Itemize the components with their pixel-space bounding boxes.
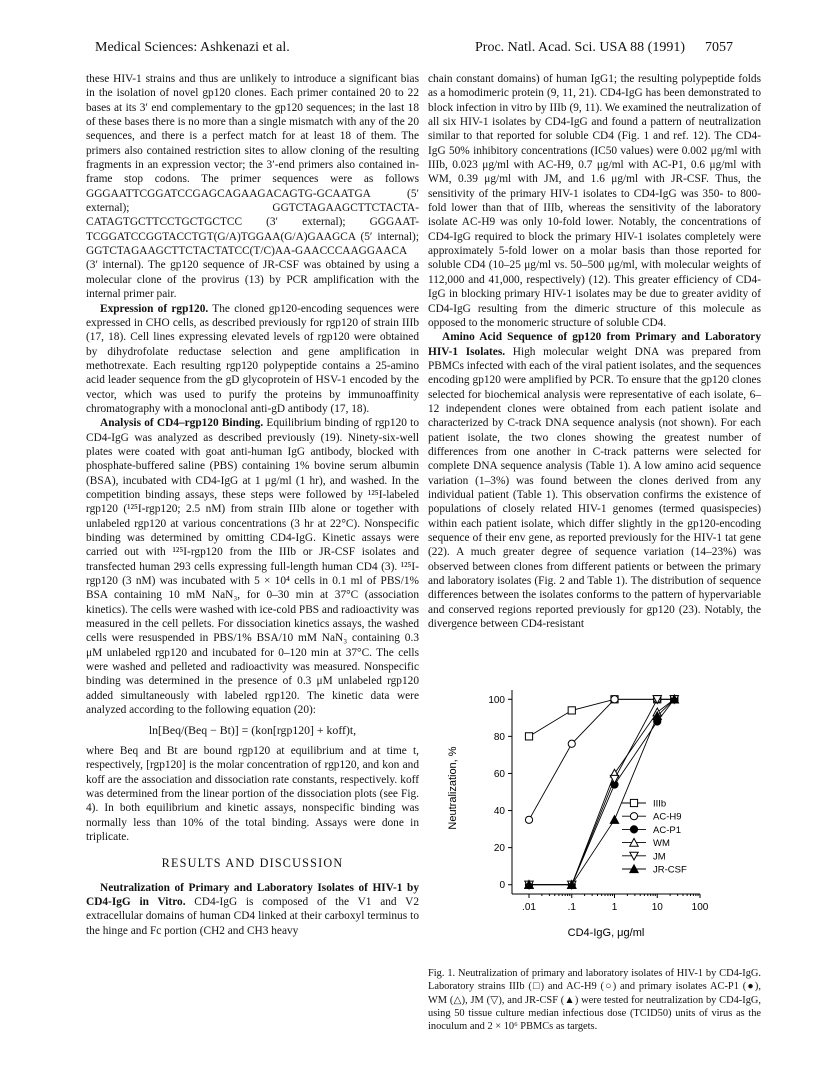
left-column	[86, 72, 419, 938]
paragraph-neutralization	[86, 881, 419, 938]
section-title-expression: Expression of rgp120.	[100, 302, 209, 315]
section-title-neutralization: Neutralization of Primary and Laboratory Isolates of HIV-1 by CD4-IgG in Vitro.	[86, 881, 419, 908]
x-tick-label: .1	[567, 902, 576, 913]
figure-1-chart	[440, 676, 740, 946]
data-point-iiib	[568, 707, 575, 714]
paragraph-sequence-text: High molecular weight DNA was prepared from PBMCs infected with each of the viral patient isolates, and the sequences encoding gp120 were amplified by PCR. To ensure that the gp120 clones selected for biochemical analysis were representative of each isolate, 6–12 independent clones were obtained from each patient isolate and characterized by C-track DNA sequence analysis (not shown). For each patient isolate, the two clones showing the greatest number of differences from one another in C-track patterns were selected for complete DNA sequence analysis (Table 1). A low amino acid sequence variation (1–3%) was found between the clones derived from any individual patient (Table 1). This observation confirms the existence of populations of closely related HIV-1 genomes (termed quasispecies) within each patient isolate, which differ slightly in the gp120-encoding sequence of their env gene, as reported previously for the HIV-1 tat gene (22). A much greater degree of sequence variation (14–23%) was observed between clones from different patients or between the primary and laboratory isolates (Fig. 2 and Table 1). The distribution of sequence differences between the isolates conforms to the pattern of hypervariable and conserved regions reported previously for gp120 (23). Notably, the divergence between CD4-resistant	[428, 345, 761, 631]
x-axis-label: CD4-IgG, μg/ml	[567, 927, 645, 939]
paragraph-binding-text: Equilibrium binding of rgp120 to CD4-IgG was analyzed as described previously (19). Ninety-six-well plates were coated with goat anti-human IgG antibody, blocked with phosphate-buffered saline (PBS) containing 1% bovine serum albumin (BSA), incubated with CD4-IgG at 1 μg/ml (1 hr), and washed. In the competition binding assays, these steps were followed by ¹²⁵I-labeled rgp120 (¹²⁵I-rgp120; 2.5 nM) from strain IIIb alone or together with unlabeled rgp120 at various concentrations (3 hr at 22°C). Nonspecific binding was determined by omitting CD4-IgG. Kinetic assays were carried out with ¹²⁵I-rgp120 from the IIIb or JR-CSF isolates and transfected human 293 cells expressing full-length human CD4 (3). ¹²⁵I-rgp120 (3 nM) was incubated with 5 × 10⁴ cells in 0.1 ml of PBS/1% BSA containing 10 mM NaN₃, for 0–30 min at 37°C (association kinetics). The cells were washed with ice-cold PBS and radioactivity was measured in the cell pellets. For dissociation kinetics assays, the washed cells were resuspended in PBS/1% BSA/10 mM NaN₃ containing 0.3 μM unlabeled rgp120 and incubated for 0–120 min at 37°C. The cells were washed and pelleted and radioactivity was measured. Nonspecific binding was determined in the presence of 0.3 μM unlabeled rgp120 added simultaneously with labeled rgp120. The kinetic data were analyzed according to the following equation (20):	[86, 417, 419, 717]
y-axis-label: Neutralization, %	[447, 746, 459, 830]
results-heading: RESULTS AND DISCUSSION	[161, 856, 344, 871]
right-column	[428, 72, 761, 631]
legend-marker-ac-h9	[630, 813, 637, 820]
kinetic-equation: ln[Beq/(Beq − Bt)] = (kon[rgp120] + koff)t,	[148, 723, 357, 738]
x-tick-label: .01	[522, 902, 536, 913]
paragraph-expression-text: The cloned gp120-encoding sequences were expressed in CHO cells, as described previously for rgp120 of strain IIIb (17, 18). Cell lines expressing elevated levels of rgp120 were obtained by dihydrofolate reductase selection and gene amplification in methotrexate. Each resulting rgp120 polypeptide contains a 25-amino acid leader sequence from the gD glycoprotein of HSV-1 encoded by the vector, which was used to purify the proteins by immunoaffinity chromatography with a monoclonal anti-gD antibody (17, 18).	[86, 302, 419, 415]
legend-marker-iiib	[630, 799, 637, 806]
legend-marker-ac-p1	[630, 826, 637, 833]
paragraph-equation-terms: where Beq and Bt are bound rgp120 at equilibrium and at time t, respectively, [rgp120] is the molar concentration of rgp120, and kon and koff are the association and dissociation rate constants, respectively. koff was determined from the linear portion of the dissociation plots (see Fig. 4). In both equilibrium and kinetic assays, nonspecific binding was normally less than 10% of the total binding. Assays were done in triplicate.	[86, 744, 419, 843]
data-point-ac-h9	[611, 696, 618, 703]
page-number: 7057	[705, 40, 733, 55]
series-line-iiib	[529, 699, 674, 736]
y-tick-label: 80	[493, 731, 505, 743]
data-point-iiib	[525, 733, 532, 740]
y-tick-label: 60	[493, 768, 505, 780]
data-point-ac-h9	[568, 740, 575, 747]
x-tick-label: 100	[691, 902, 709, 913]
y-tick-label: 40	[493, 806, 505, 818]
data-point-jr-csf	[610, 816, 618, 824]
legend-label-jm: JM	[653, 851, 666, 863]
paragraph-cd4-igg: chain constant domains) of human IgG1; the resulting polypeptide folds as a homodimeric protein (9, 11, 21). CD4-IgG has been demonstrated to block infection in vitro by IIIb (9, 11). We examined the neutralization of all six HIV-1 isolates by CD4-IgG and found a pattern of neutralization similar to that reported for soluble CD4 (Fig. 1 and ref. 12). The CD4-IgG 50% inhibitory concentrations (IC50 values) were 0.002 μg/ml with IIIb, 0.023 μg/ml with AC-H9, 0.7 μg/ml with AC-P1, 0.6 μg/ml with WM, 0.39 μg/ml with JM, and 1.6 μg/ml with JR-CSF. Thus, the sensitivity of the primary HIV-1 isolates to CD4-IgG was 350- to 800-fold lower than that of IIIb, whereas the sensitivity of the laboratory isolate AC-H9 was only 10-fold lower. Notably, the concentrations of CD4-IgG required to block the primary HIV-1 isolates completely were approximately 5-fold lower on a molar basis than those reported for soluble CD4 (10–25 μg/ml vs. 50–500 μg/ml, with molecular weights of 112,000 and 41,000, respectively) (12). This greater efficiency of CD4-IgG in blocking primary HIV-1 isolates may be due to greater avidity of CD4-IgG resulting from the dimeric structure of this molecule as opposed to the monomeric structure of soluble CD4.	[428, 73, 761, 329]
neutralization-plot	[440, 676, 740, 946]
paragraph-sequence	[428, 330, 761, 631]
legend-label-ac-h9: AC-H9	[653, 811, 682, 823]
running-header-journal: Proc. Natl. Acad. Sci. USA 88 (1991)	[475, 40, 685, 55]
running-header-left: Medical Sciences: Ashkenazi et al.	[95, 40, 290, 55]
data-point-ac-h9	[525, 816, 532, 823]
y-tick-label: 0	[499, 880, 505, 892]
y-tick-label: 20	[493, 843, 505, 855]
y-tick-label: 100	[488, 694, 505, 706]
section-title-sequence: Amino Acid Sequence of gp120 from Primary and Laboratory HIV-1 Isolates.	[428, 331, 761, 358]
legend-label-iiib: IIIb	[653, 798, 667, 810]
legend-label-wm: WM	[653, 838, 670, 850]
legend-label-jr-csf: JR-CSF	[653, 864, 687, 876]
paragraph-expression	[86, 302, 419, 417]
paragraph-neutralization-text: CD4-IgG is composed of the V1 and V2 extracellular domains of human CD4 linked at their carboxyl terminus to the hinge and Fc portion (CH2 and CH3 heavy	[86, 895, 419, 937]
paragraph-primers: these HIV-1 strains and thus are unlikely to introduce a significant bias in the isolation of novel gp120 clones. Each primer contained 20 to 22 bases at its 3′ end complementary to the gp120 sequences; in the last 18 of these bases there is no more than a single mismatch with any of the 20 sequences, and there is a perfect match for at least 18 of them. The primers also contained restriction sites to allow cloning of the resulting fragments in an expression vector; the 3′-end primers also contained in-frame stop codons. The primer sequences were as follows GGGAATTCGGATCCGAGCAGAAGACAGTG-GCAATGA (5′ external); GGTCTAGAAGCTTCTACTA-CATAGTGCTTCCTGCTGCTCC (3′ external); GGGAAT-TCGGATCCGGTACCTGT(G/A)TGGAA(G/A)GAAGCA (5′ internal); GGTCTAGAAGCTTCTACTATCC(T/C)AA-GAACCCAAGGAACA (3′ internal). The gp120 sequence of JR-CSF was obtained by using a molecular clone of the provirus (13) by PCR amplification with the internal primer pair.	[86, 73, 419, 301]
section-title-binding: Analysis of CD4–rgp120 Binding.	[100, 417, 264, 430]
legend-label-ac-p1: AC-P1	[653, 824, 681, 836]
paragraph-binding-analysis	[86, 416, 419, 717]
figure-1-caption: Fig. 1. Neutralization of primary and laboratory isolates of HIV-1 by CD4-IgG. Laboratory strains IIIb (□) and AC-H9 (○) and primary isolates AC-P1 (●), WM (△), JM (▽), and JR-CSF (▲) were tested for neutralization by CD4-IgG, using 50 tissue culture median infectious dose (TCID50) units of virus as the inoculum and 2 × 10⁶ PBMCs as targets.	[428, 968, 761, 1033]
x-tick-label: 10	[651, 902, 663, 913]
x-tick-label: 1	[611, 902, 618, 913]
